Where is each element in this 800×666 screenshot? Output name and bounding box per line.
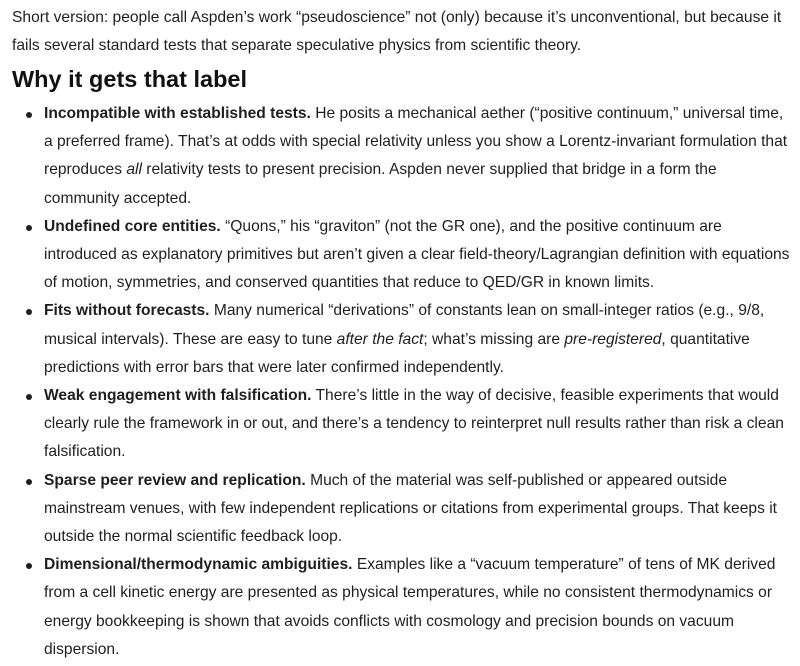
bullet-icon: [26, 479, 32, 485]
intro-paragraph: Short version: people call Aspden’s work “pseudoscience” not (only) because it’s unconventional, but because it fails several standard tests that separate speculative physics from scientific theory.: [12, 9, 782, 54]
list-item-text: relativity tests to present precision. Aspden never supplied that bridge in a form the community accepted.: [44, 161, 717, 207]
list-item-undefined-entities: [12, 213, 794, 298]
list-item-fits-without-forecasts: [12, 297, 794, 382]
list-item-emphasis: pre-registered: [564, 330, 662, 348]
list-item-text: Examples like a “vacuum temperature” of tens of MK derived from a cell kinetic energy are presented as physical temperatures, while no consistent thermodynamics or energy bookkeeping is shown that avoids conflicts with cosmology and precision bounds on vacuum dispersion.: [44, 556, 776, 658]
list-item-text: There’s little in the way of decisive, feasible experiments that would clearly rule the framework in or out, and there’s a tendency to reinterpret null results rather than risk a clean falsification.: [44, 387, 784, 461]
list-item-title: Dimensional/thermodynamic ambiguities.: [44, 556, 353, 574]
list-item-dimensional-ambiguities: [12, 551, 794, 664]
list-item-title: Incompatible with established tests.: [44, 105, 311, 122]
bullet-icon: [26, 563, 32, 569]
list-item-emphasis: after the fact: [336, 330, 424, 348]
reasons-list: [12, 100, 794, 664]
list-item-title: Sparse peer review and replication.: [44, 471, 306, 489]
bullet-icon: [26, 225, 32, 231]
list-item-incompatible-tests: [12, 100, 794, 213]
list-item-title: Weak engagement with falsification.: [44, 387, 312, 405]
list-item-text: ; what’s missing are: [423, 330, 565, 348]
list-item-text: , quantitative predictions with error bars that were later confirmed independently.: [44, 330, 750, 376]
bullet-icon: [26, 394, 32, 400]
section-heading: Why it gets that label: [12, 66, 248, 92]
list-item-title: Fits without forecasts.: [44, 302, 210, 320]
list-item-text: Much of the material was self-published or appeared outside mainstream venues, with few independent replications or citations from experimental groups. That keeps it outside the normal scientific feedback loop.: [44, 471, 777, 546]
list-item-title: Undefined core entities.: [44, 217, 221, 235]
bullet-icon: [26, 112, 32, 118]
list-item-text: Many numerical “derivations” of constants lean on small-integer ratios (e.g., 9/8, musical intervals). These are easy to tune: [44, 302, 765, 348]
list-item-text: “Quons,” his “graviton” (not the GR one), and the positive continuum are introduced as explanatory primitives but aren’t given a clear field-theory/Lagrangian definition with equations of motion, symmetries, and conserved quantities that reduce to QED/GR in known limits.: [44, 217, 790, 292]
list-item-emphasis: all: [126, 161, 142, 179]
list-item-sparse-peer-review: [12, 467, 794, 552]
list-item-text: He posits a mechanical aether (“positive continuum,” universal time, a preferred frame). That’s at odds with special relativity unless you show a Lorentz-invariant formulation that reproduces: [44, 105, 788, 179]
list-item-weak-falsification: [12, 382, 794, 467]
bullet-icon: [26, 309, 32, 315]
